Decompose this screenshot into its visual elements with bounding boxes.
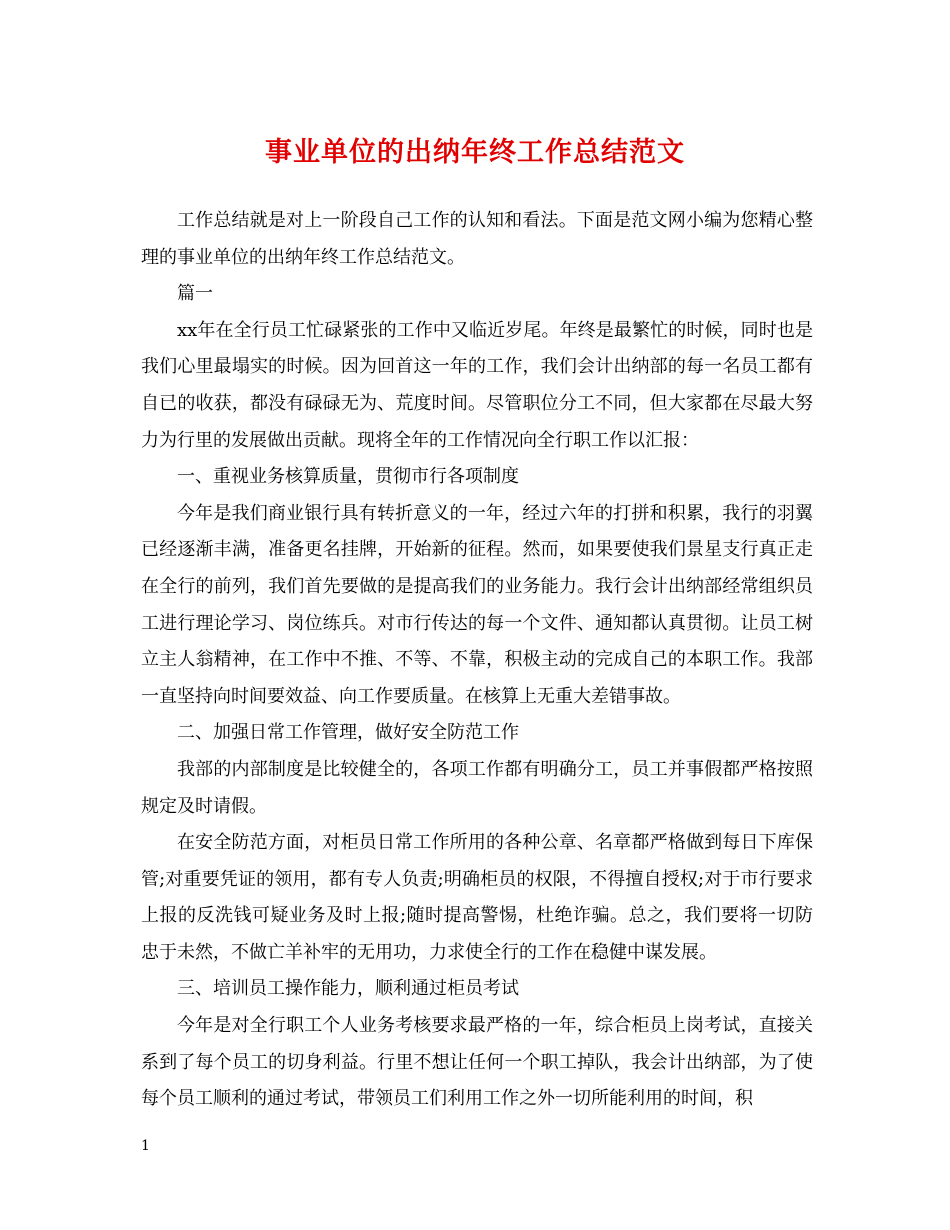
heading-three: 三、培训员工操作能力，顺利通过柜员考试: [177, 978, 519, 1000]
heading-two: 二、加强日常工作管理，做好安全防范工作: [177, 722, 519, 744]
page-number: 1: [141, 1138, 150, 1154]
body-paragraph: 今年是对全行职工个人业务考核要求最严格的一年，综合柜员上岗考试，直接关系到了每个员工的切身利益。行里不想让任何一个职工掉队，我会计出纳部，为了使每个员工顺利的通过考试，带领员工们利用工作之外一切所能利用的时间，积: [141, 1015, 813, 1110]
section-label-part-one: 篇一: [177, 283, 213, 305]
body-paragraph: 在安全防范方面，对柜员日常工作所用的各种公章、名章都严格做到每日下库保管;对重要凭证的领用，都有专人负责;明确柜员的权限，不得擅自授权;对于市行要求上报的反洗钱可疑业务及时上报;随时提高警惕，杜绝诈骗。总之，我们要将一切防忠于未然，不做亡羊补牢的无用功，力求使全行的工作在稳健中谋发展。: [141, 832, 813, 963]
body-paragraph: 我部的内部制度是比较健全的，各项工作都有明确分工，员工并事假都严格按照规定及时请假。: [141, 758, 813, 817]
body-paragraph: 今年是我们商业银行具有转折意义的一年，经过六年的打拼和积累，我行的羽翼已经逐渐丰满，准备更名挂牌，开始新的征程。然而，如果要使我们景星支行真正走在全行的前列，我们首先要做的是提高我们的业务能力。我行会计出纳部经常组织员工进行理论学习、岗位练兵。对市行传达的每一个文件、通知都认真贯彻。让员工树立主人翁精神，在工作中不推、不等、不靠，积极主动的完成自己的本职工作。我部一直坚持向时间要效益、向工作要质量。在核算上无重大差错事故。: [141, 502, 813, 707]
document-body: [141, 203, 813, 1118]
heading-one: 一、重视业务核算质量，贯彻市行各项制度: [177, 466, 519, 488]
document-title: 事业单位的出纳年终工作总结范文: [265, 137, 685, 168]
intro-paragraph: 工作总结就是对上一阶段自己工作的认知和看法。下面是范文网小编为您精心整理的事业单位的出纳年终工作总结范文。: [141, 210, 813, 268]
opening-paragraph: xx年在全行员工忙碌紧张的工作中又临近岁尾。年终是最繁忙的时候，同时也是我们心里最塌实的时候。因为回首这一年的工作，我们会计出纳部的每一名员工都有自已的收获，都没有碌碌无为、荒度时间。尽管职位分工不同，但大家都在尽最大努力为行里的发展做出贡献。现将全年的工作情况向全行职工作以汇报：: [141, 319, 813, 451]
